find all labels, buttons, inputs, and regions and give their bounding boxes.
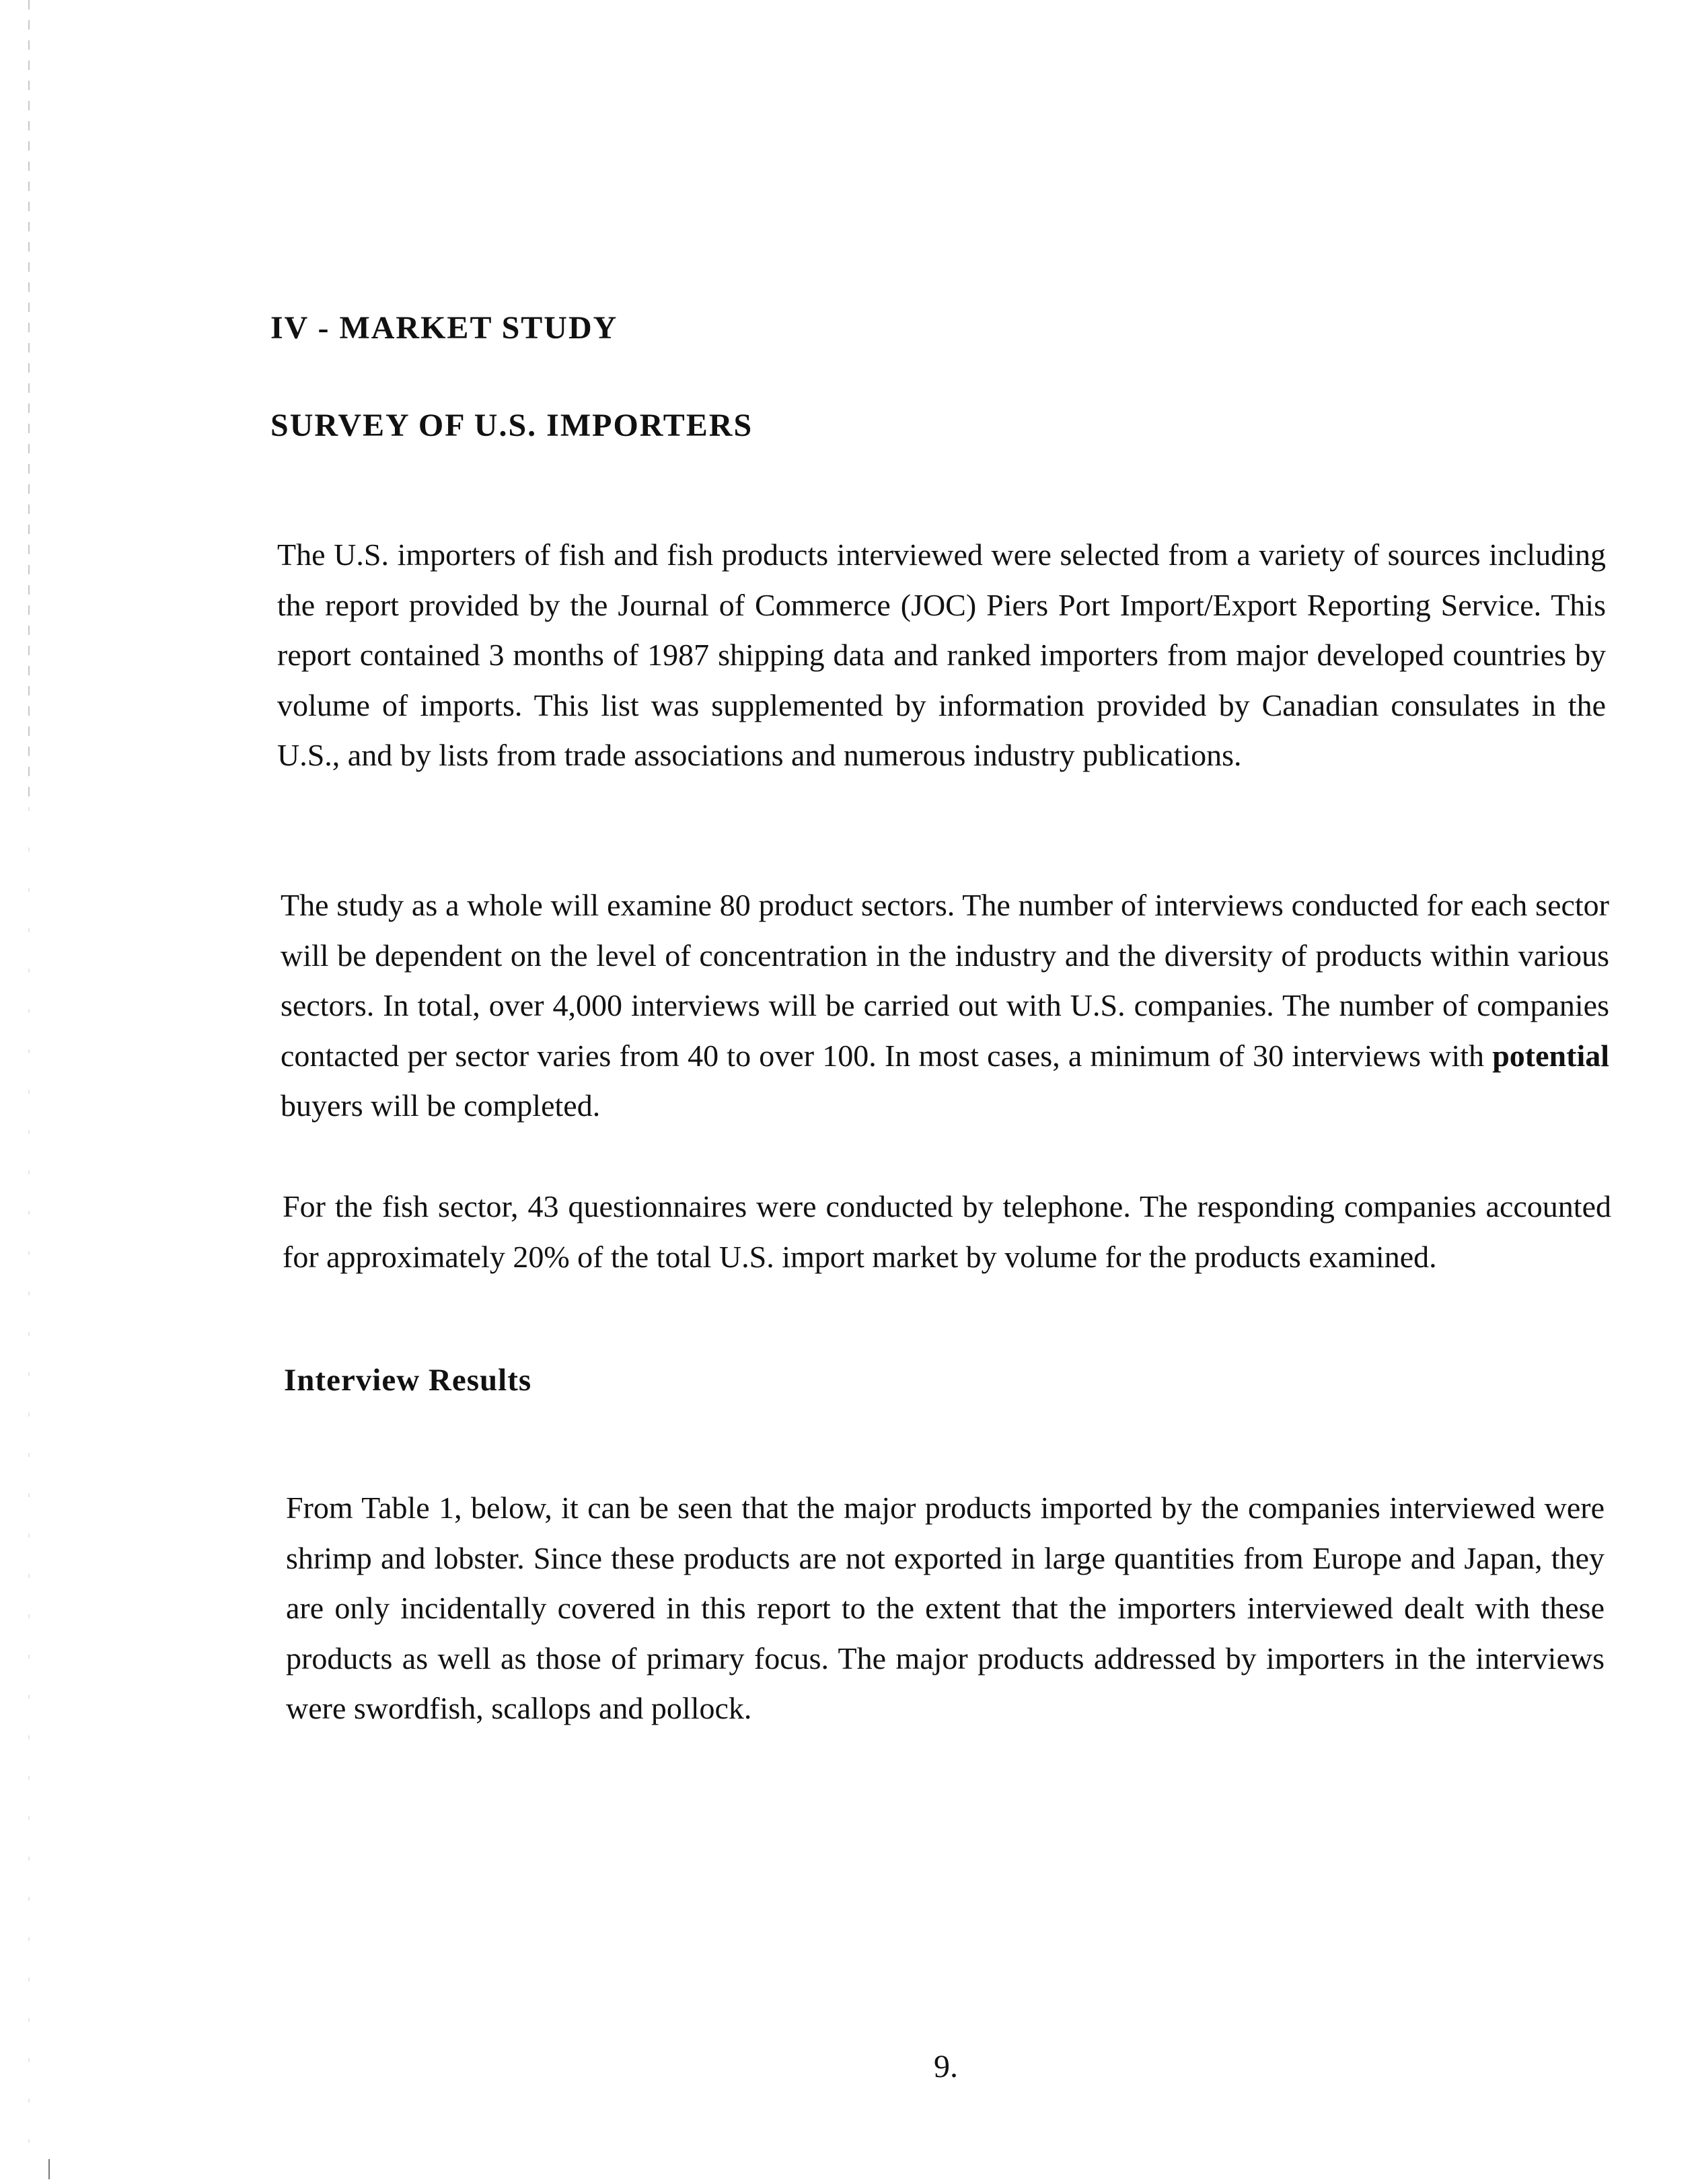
paragraph-interview-results: From Table 1, below, it can be seen that the major products imported by the companies interviewed were shrimp and lobster. Since these products are not exported in large quantities from Europe and Japan, they are only incidentally covered in this report to the extent that the importers interviewed dealt with these products as well as those of primary focus. The major products addressed by importers in the interviews were swordfish, scallops and pollock. <box>286 1491 1605 1725</box>
paragraph-text: buyers will be completed. <box>281 1088 601 1123</box>
paragraph-fish-sector: For the fish sector, 43 questionnaires were conducted by telephone. The responding companies accounted for approximately 20% of the total U.S. import market by volume for the products examined. <box>283 1189 1611 1274</box>
page-number: 9. <box>934 2049 958 2084</box>
scan-edge-artifact-lower <box>28 807 30 2179</box>
scan-edge-artifact <box>28 0 30 807</box>
paragraph-study-scope <box>281 880 1609 1131</box>
paragraph-importer-sources: The U.S. importers of fish and fish products interviewed were selected from a variety of sources including the report provided by the Journal of Commerce (JOC) Piers Port Import/Export Reporting Service. This report contained 3 months of 1987 shipping data and ranked importers from major developed countries by volume of imports. This list was supplemented by information provided by Canadian consulates in the U.S., and by lists from trade associations and numerous industry publications. <box>277 537 1606 772</box>
emphasized-word: potential <box>1492 1038 1609 1073</box>
scan-tick-mark <box>48 2159 50 2179</box>
section-heading: IV - MARKET STUDY <box>270 310 618 346</box>
subsection-heading: SURVEY OF U.S. IMPORTERS <box>270 408 753 443</box>
paragraph-text: The study as a whole will examine 80 product sectors. The number of interviews conducted for each sector will be dependent on the level of concentration in the industry and the diversity of products within various sectors. In total, over 4,000 interviews will be carried out with U.S. companies. The number of companies contacted per sector varies from 40 to over 100. In most cases, a minimum of 30 interviews with <box>281 888 1609 1073</box>
results-heading: Interview Results <box>284 1363 532 1398</box>
